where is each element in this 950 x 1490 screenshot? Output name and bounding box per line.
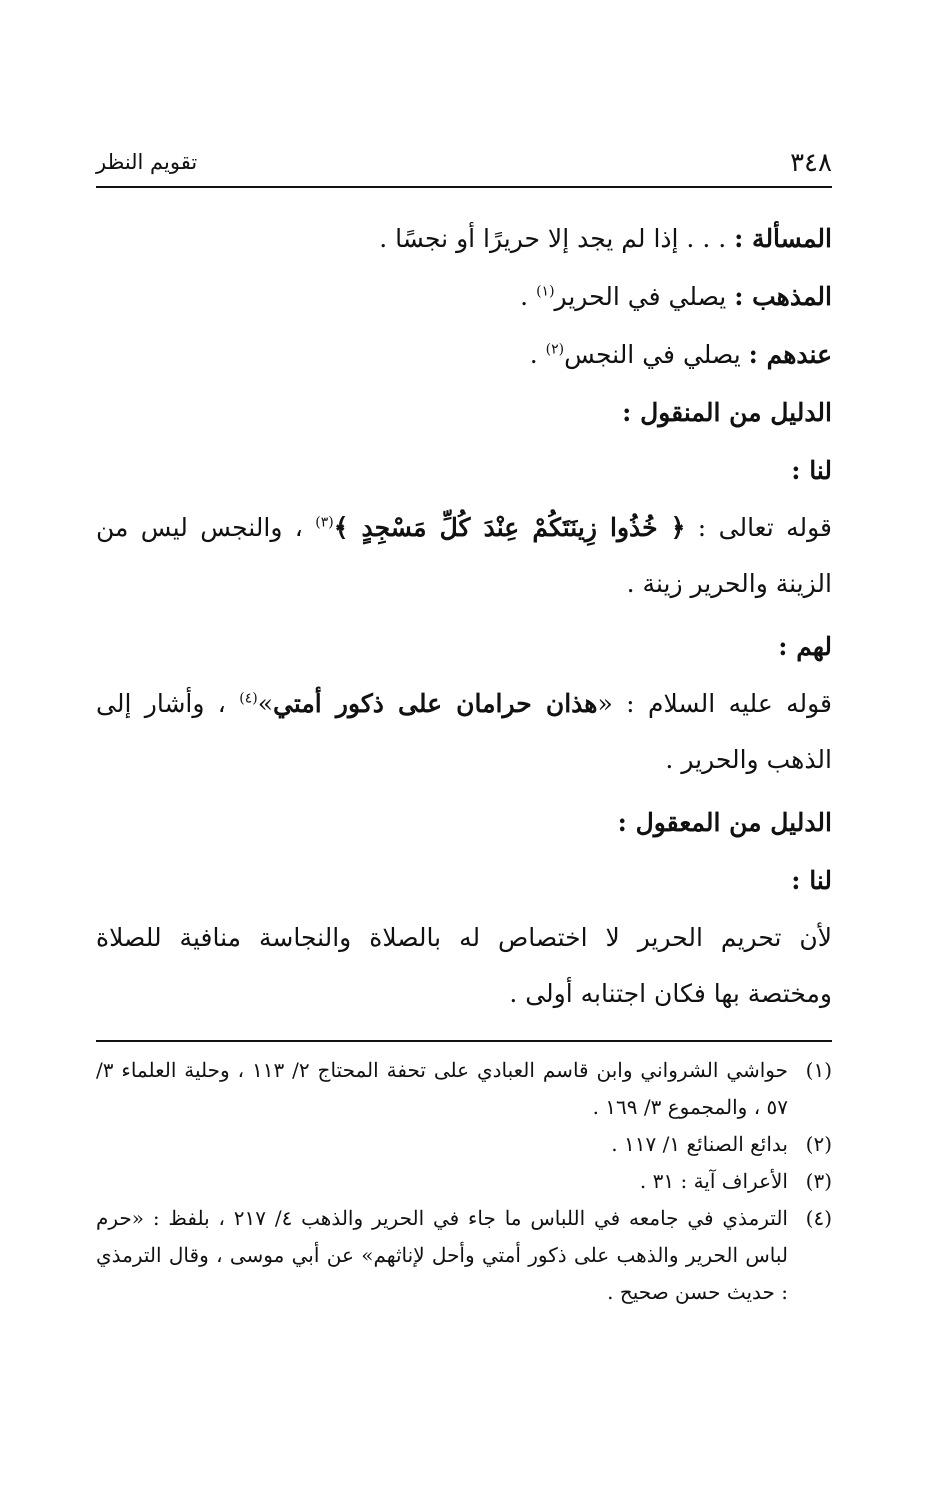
hadith-close: » [257,689,274,718]
hadith-paragraph [96,676,832,788]
footnote-3 [96,1163,832,1200]
rational-paragraph: لأن تحريم الحرير لا اختصاص له بالصلاة والنجاسة منافية للصلاة ومختصة بها فكان اجتنابه أولى . [96,923,832,1008]
footnote-ref-3[interactable]: (٣) [315,514,334,531]
quran-verse: ﴿ خُذُوا زِينَتَكُمْ عِنْدَ كُلِّ مَسْجِدٍ ﴾ [333,513,686,542]
footnote-text: حواشي الشرواني وابن قاسم العبادي على تحفة المحتاج ٢/ ١١٣ ، وحلية العلماء ٣/ ٥٧ ، والمجموع ٣/ ١٦٩ . [96,1058,788,1119]
footnote-number: (٢) [805,1132,832,1156]
footnotes [96,1052,832,1311]
footnote-text: الأعراف آية : ٣١ . [639,1169,788,1193]
hadith-rest: ، وأشار إلى الذهب والحرير . [96,689,832,774]
footnote-number: (٣) [805,1169,832,1193]
issue-label: المسألة : [734,224,832,253]
hadith-text: هذان حرامان على ذكور أمتي [273,689,598,718]
ours-label-1: لنا : [791,456,832,485]
ours-line-1 [96,442,832,500]
running-title: تقويم النظر [96,150,198,174]
quran-intro: قوله تعالى : [685,513,832,542]
footnote-ref-1[interactable]: (١) [536,283,555,300]
theirs-line [96,326,832,384]
footnote-ref-4[interactable]: (٤) [239,690,258,707]
rational-heading: الدليل من المعقول : [617,808,832,837]
footnote-2 [96,1126,832,1163]
quran-paragraph [96,500,832,612]
madhhab-end: . [520,282,537,311]
madhhab-text: يصلي في الحرير [554,282,727,311]
issue-line [96,210,832,268]
footnote-text: الترمذي في جامعه في اللباس ما جاء في الحرير والذهب ٤/ ٢١٧ ، بلفظ : «حرم لباس الحرير والذهب على ذكور أمتي وأحل لإناثهم» عن أبي موسى ، وقال الترمذي : حديث حسن صحيح . [96,1206,788,1304]
footnote-number: (١) [805,1058,832,1082]
transmitted-heading: الدليل من المنقول : [622,398,832,427]
ours-line-2 [96,852,832,910]
theirs-text: يصلي في النجس [564,340,741,369]
footnote-text: بدائع الصنائع ١/ ١١٧ . [611,1132,788,1156]
header-rule [96,186,832,188]
footnote-4 [96,1200,832,1311]
hadith-intro: قوله عليه السلام : « [597,689,833,718]
rational-heading-line [96,794,832,852]
main-text [96,210,832,1028]
page-header [96,144,832,184]
madhhab-line [96,268,832,326]
ours-label-2: لنا : [791,866,832,895]
footnote-ref-2[interactable]: (٢) [545,341,565,358]
footnote-number: (٤) [805,1206,832,1230]
theirs-arg-label: لهم : [778,632,832,661]
footnote-rule [96,1040,832,1042]
page-number: ٣٤٨ [790,148,832,178]
issue-text: . . . إذا لم يجد إلا حريرًا أو نجسًا . [379,224,727,253]
theirs-arg-line [96,618,832,676]
madhhab-label: المذهب : [734,282,832,311]
theirs-label: عندهم : [748,340,832,369]
quran-rest: ، والنجس ليس من الزينة والحرير زينة . [96,513,832,598]
transmitted-heading-line [96,384,832,442]
footnote-1 [96,1052,832,1126]
theirs-end: . [529,340,546,369]
